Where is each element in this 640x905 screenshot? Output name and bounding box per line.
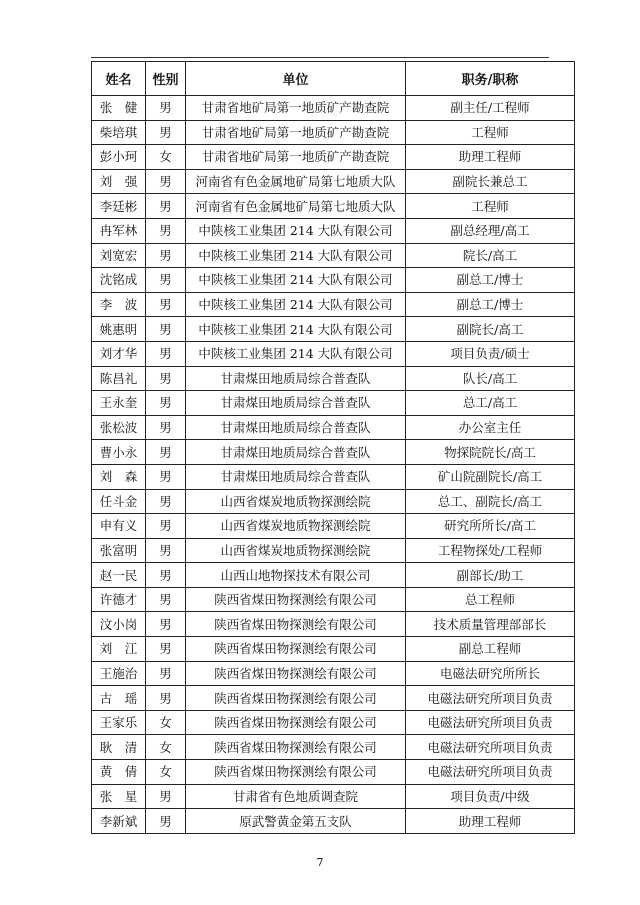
cell-position: 电磁法研究所项目负责 [406, 735, 575, 760]
header-rule [91, 57, 549, 58]
cell-unit: 山西山地物探技术有限公司 [186, 563, 406, 588]
cell-gender: 男 [146, 317, 186, 342]
cell-gender: 女 [146, 735, 186, 760]
header-name: 姓名 [92, 62, 146, 96]
cell-name: 刘才华 [92, 341, 146, 366]
header-position: 职务/职称 [406, 62, 575, 96]
cell-unit: 山西省煤炭地质物探测绘院 [186, 538, 406, 563]
cell-position: 办公室主任 [406, 415, 575, 440]
cell-unit: 中陕核工业集团 214 大队有限公司 [186, 317, 406, 342]
cell-unit: 陕西省煤田物探测绘有限公司 [186, 661, 406, 686]
cell-position: 电磁法研究所项目负责 [406, 686, 575, 711]
table-row [92, 637, 575, 662]
cell-gender: 男 [146, 341, 186, 366]
table-row [92, 268, 575, 293]
table-row [92, 366, 575, 391]
cell-gender: 男 [146, 686, 186, 711]
cell-unit: 陕西省煤田物探测绘有限公司 [186, 587, 406, 612]
cell-gender: 男 [146, 194, 186, 219]
table-row [92, 735, 575, 760]
cell-position: 队长/高工 [406, 366, 575, 391]
cell-unit: 中陕核工业集团 214 大队有限公司 [186, 292, 406, 317]
personnel-table [91, 61, 575, 834]
cell-name: 姚惠明 [92, 317, 146, 342]
table-row [92, 686, 575, 711]
cell-position: 助理工程师 [406, 809, 575, 834]
cell-name: 王永奎 [92, 391, 146, 416]
cell-position: 电磁法研究所项目负责 [406, 710, 575, 735]
cell-gender: 男 [146, 538, 186, 563]
cell-name: 张 星 [92, 784, 146, 809]
cell-position: 副院长/高工 [406, 317, 575, 342]
cell-gender: 男 [146, 218, 186, 243]
table-row [92, 760, 575, 785]
cell-name: 彭小珂 [92, 145, 146, 170]
cell-position: 副总经理/高工 [406, 218, 575, 243]
table-row [92, 292, 575, 317]
cell-name: 王施治 [92, 661, 146, 686]
cell-unit: 甘肃煤田地质局综合普查队 [186, 415, 406, 440]
cell-position: 助理工程师 [406, 145, 575, 170]
cell-unit: 中陕核工业集团 214 大队有限公司 [186, 218, 406, 243]
cell-gender: 男 [146, 587, 186, 612]
cell-gender: 男 [146, 366, 186, 391]
table-row [92, 440, 575, 465]
cell-gender: 男 [146, 514, 186, 539]
table-row [92, 563, 575, 588]
cell-gender: 男 [146, 784, 186, 809]
table-row [92, 587, 575, 612]
cell-unit: 陕西省煤田物探测绘有限公司 [186, 710, 406, 735]
table-row [92, 514, 575, 539]
cell-unit: 河南省有色金属地矿局第七地质大队 [186, 169, 406, 194]
cell-unit: 河南省有色金属地矿局第七地质大队 [186, 194, 406, 219]
cell-unit: 甘肃省地矿局第一地质矿产勘查院 [186, 120, 406, 145]
cell-position: 电磁法研究所所长 [406, 661, 575, 686]
cell-position: 副院长兼总工 [406, 169, 575, 194]
cell-gender: 男 [146, 120, 186, 145]
cell-unit: 中陕核工业集团 214 大队有限公司 [186, 341, 406, 366]
cell-name: 赵一民 [92, 563, 146, 588]
cell-gender: 男 [146, 440, 186, 465]
cell-gender: 男 [146, 489, 186, 514]
table-row [92, 218, 575, 243]
header-unit: 单位 [186, 62, 406, 96]
table-row [92, 415, 575, 440]
cell-position: 总工、副院长/高工 [406, 489, 575, 514]
cell-unit: 山西省煤炭地质物探测绘院 [186, 489, 406, 514]
cell-unit: 甘肃煤田地质局综合普查队 [186, 440, 406, 465]
table-row [92, 489, 575, 514]
cell-gender: 男 [146, 809, 186, 834]
cell-name: 张松波 [92, 415, 146, 440]
cell-unit: 甘肃省地矿局第一地质矿产勘查院 [186, 145, 406, 170]
cell-name: 刘 森 [92, 464, 146, 489]
cell-position: 副总工/博士 [406, 292, 575, 317]
cell-unit: 陕西省煤田物探测绘有限公司 [186, 686, 406, 711]
table-row [92, 464, 575, 489]
cell-name: 曹小永 [92, 440, 146, 465]
cell-gender: 男 [146, 563, 186, 588]
table-header-row [92, 62, 575, 96]
cell-position: 副总工程师 [406, 637, 575, 662]
cell-unit: 甘肃省地矿局第一地质矿产勘查院 [186, 96, 406, 121]
cell-gender: 男 [146, 391, 186, 416]
cell-position: 副主任/工程师 [406, 96, 575, 121]
cell-position: 工程师 [406, 194, 575, 219]
cell-name: 刘 江 [92, 637, 146, 662]
cell-gender: 男 [146, 268, 186, 293]
cell-gender: 男 [146, 292, 186, 317]
cell-name: 古 瑶 [92, 686, 146, 711]
cell-name: 申有义 [92, 514, 146, 539]
cell-gender: 男 [146, 96, 186, 121]
cell-gender: 男 [146, 464, 186, 489]
table-row [92, 243, 575, 268]
cell-name: 冉军林 [92, 218, 146, 243]
cell-unit: 甘肃煤田地质局综合普查队 [186, 391, 406, 416]
cell-position: 物探院院长/高工 [406, 440, 575, 465]
cell-unit: 陕西省煤田物探测绘有限公司 [186, 735, 406, 760]
cell-gender: 女 [146, 710, 186, 735]
table-row [92, 809, 575, 834]
cell-gender: 男 [146, 415, 186, 440]
table-row [92, 145, 575, 170]
table-row [92, 317, 575, 342]
cell-position: 矿山院副院长/高工 [406, 464, 575, 489]
cell-position: 电磁法研究所项目负责 [406, 760, 575, 785]
page-number: 7 [316, 856, 324, 869]
table-body [92, 96, 575, 834]
table-row [92, 661, 575, 686]
cell-unit: 甘肃省有色地质调查院 [186, 784, 406, 809]
table-row [92, 194, 575, 219]
cell-position: 工程师 [406, 120, 575, 145]
cell-name: 柴培琪 [92, 120, 146, 145]
cell-name: 汶小岗 [92, 612, 146, 637]
cell-name: 刘 强 [92, 169, 146, 194]
table-row [92, 612, 575, 637]
cell-gender: 女 [146, 760, 186, 785]
cell-name: 张富明 [92, 538, 146, 563]
cell-unit: 甘肃煤田地质局综合普查队 [186, 464, 406, 489]
cell-position: 研究所所长/高工 [406, 514, 575, 539]
cell-unit: 甘肃煤田地质局综合普查队 [186, 366, 406, 391]
table-row [92, 391, 575, 416]
cell-name: 耿 清 [92, 735, 146, 760]
cell-unit: 陕西省煤田物探测绘有限公司 [186, 760, 406, 785]
cell-gender: 男 [146, 169, 186, 194]
cell-name: 李 波 [92, 292, 146, 317]
table-row [92, 169, 575, 194]
cell-name: 任斗金 [92, 489, 146, 514]
cell-position: 项目负责/中级 [406, 784, 575, 809]
cell-position: 总工/高工 [406, 391, 575, 416]
cell-position: 院长/高工 [406, 243, 575, 268]
cell-position: 项目负责/硕士 [406, 341, 575, 366]
cell-position: 副部长/助工 [406, 563, 575, 588]
table-row [92, 341, 575, 366]
cell-unit: 陕西省煤田物探测绘有限公司 [186, 612, 406, 637]
cell-name: 李廷彬 [92, 194, 146, 219]
header-gender: 性别 [146, 62, 186, 96]
cell-gender: 男 [146, 637, 186, 662]
cell-unit: 山西省煤炭地质物探测绘院 [186, 514, 406, 539]
table-row [92, 120, 575, 145]
table-row [92, 538, 575, 563]
cell-name: 许德才 [92, 587, 146, 612]
cell-gender: 女 [146, 145, 186, 170]
cell-name: 王家乐 [92, 710, 146, 735]
cell-gender: 男 [146, 661, 186, 686]
cell-name: 张 健 [92, 96, 146, 121]
cell-name: 沈铭成 [92, 268, 146, 293]
cell-unit: 陕西省煤田物探测绘有限公司 [186, 637, 406, 662]
cell-position: 总工程师 [406, 587, 575, 612]
cell-gender: 男 [146, 612, 186, 637]
cell-unit: 中陕核工业集团 214 大队有限公司 [186, 268, 406, 293]
cell-name: 刘宽宏 [92, 243, 146, 268]
table-row [92, 784, 575, 809]
cell-unit: 中陕核工业集团 214 大队有限公司 [186, 243, 406, 268]
cell-position: 工程物探处/工程师 [406, 538, 575, 563]
cell-position: 副总工/博士 [406, 268, 575, 293]
cell-position: 技术质量管理部部长 [406, 612, 575, 637]
cell-unit: 原武警黄金第五支队 [186, 809, 406, 834]
table-row [92, 96, 575, 121]
cell-gender: 男 [146, 243, 186, 268]
cell-name: 李新斌 [92, 809, 146, 834]
cell-name: 黄 倩 [92, 760, 146, 785]
cell-name: 陈昌礼 [92, 366, 146, 391]
table-row [92, 710, 575, 735]
